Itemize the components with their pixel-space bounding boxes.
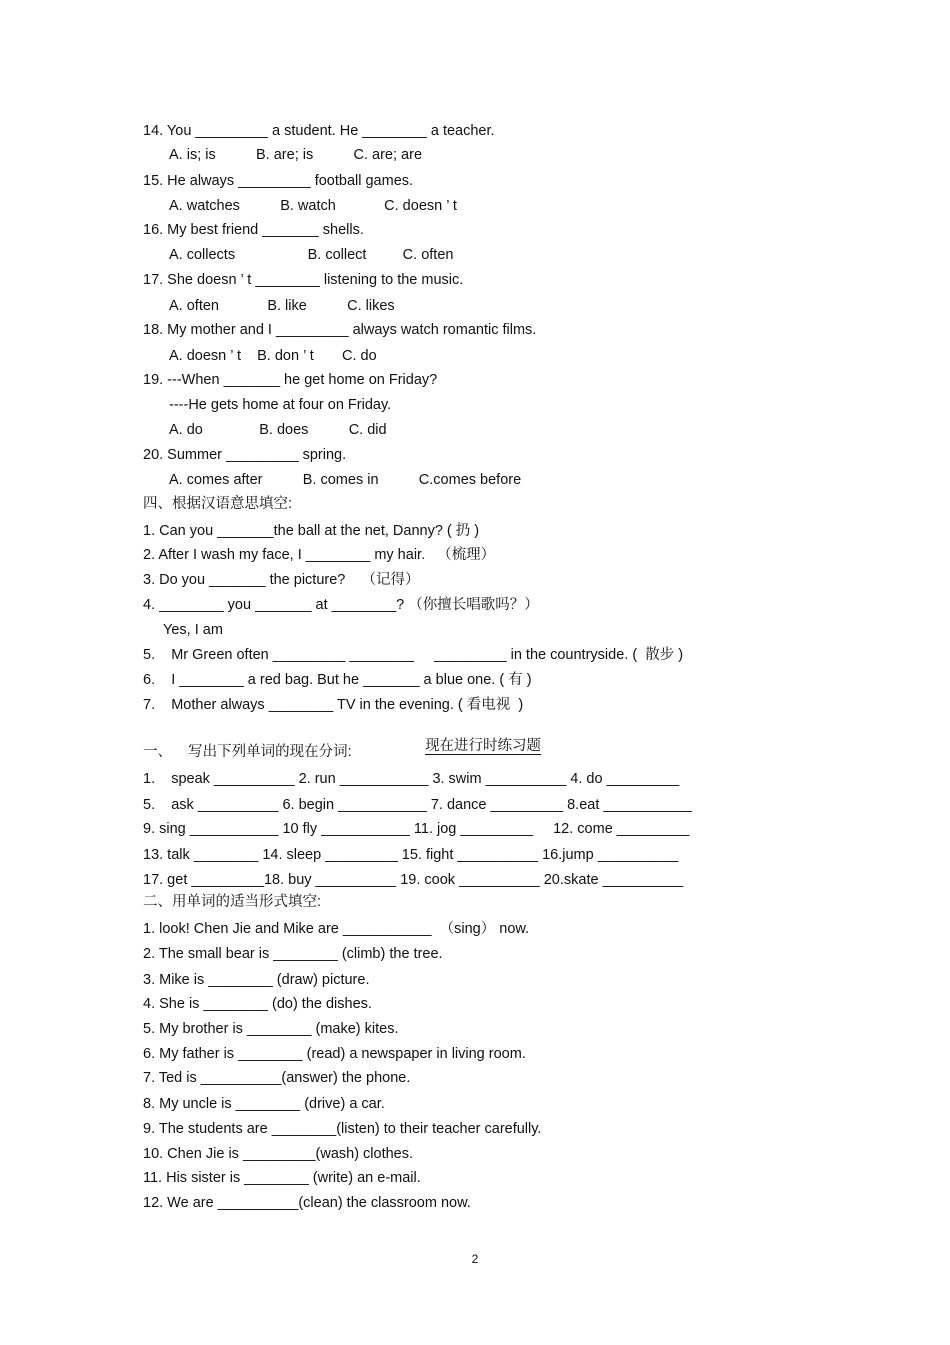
word-row: 9. sing ___________ 10 fly ___________ 11. jog _________ 12. come _________ (143, 821, 690, 837)
question-line: A. often B. like C. likes (169, 298, 395, 314)
section-four-heading: 四、根据汉语意思填空: (143, 496, 293, 512)
verb-item-line: 7. Ted is __________(answer) the phone. (143, 1070, 411, 1086)
question-line: A. do B. does C. did (169, 422, 387, 438)
fill-item-line: 3. Do you _______ the picture? （记得） (143, 572, 420, 588)
fill-item-line: 1. Can you _______the ball at the net, Danny? ( 扔 ) (143, 523, 480, 539)
question-line: 18. My mother and I _________ always watch romantic films. (143, 322, 537, 338)
question-line: 15. He always _________ football games. (143, 173, 414, 189)
part-one-heading: 一、 写出下列单词的现在分词: (143, 744, 352, 760)
word-row: 17. get _________18. buy __________ 19. cook __________ 20.skate __________ (143, 872, 684, 888)
question-line: A. doesn ’ t B. don ’ t C. do (169, 348, 377, 364)
verb-item-line: 6. My father is ________ (read) a newspaper in living room. (143, 1046, 526, 1062)
verb-item-line: 9. The students are ________(listen) to their teacher carefully. (143, 1121, 542, 1137)
verb-item-line: 8. My uncle is ________ (drive) a car. (143, 1096, 385, 1112)
page-number: 2 (471, 1252, 479, 1266)
question-line: 17. She doesn ’ t ________ listening to the music. (143, 272, 464, 288)
question-line: A. collects B. collect C. often (169, 247, 454, 263)
verb-item-line: 12. We are __________(clean) the classroom now. (143, 1195, 471, 1211)
verb-item-line: 11. His sister is ________ (write) an e-mail. (143, 1170, 421, 1186)
question-line: 14. You _________ a student. He ________ a teacher. (143, 123, 495, 139)
verb-item-line: 3. Mike is ________ (draw) picture. (143, 972, 370, 988)
question-line: A. comes after B. comes in C.comes before (169, 472, 522, 488)
question-line: A. is; is B. are; is C. are; are (169, 147, 423, 163)
question-line: 16. My best friend _______ shells. (143, 222, 364, 238)
fill-item-line: Yes, I am (163, 622, 223, 638)
fill-item-line: 7. Mother always ________ TV in the evening. ( 看电视 ) (143, 697, 524, 713)
verb-item-line: 10. Chen Jie is _________(wash) clothes. (143, 1146, 414, 1162)
question-line: A. watches B. watch C. doesn ’ t (169, 198, 457, 214)
question-line: 19. ---When _______ he get home on Friday? (143, 372, 438, 388)
word-row: 5. ask __________ 6. begin ___________ 7. dance _________ 8.eat ___________ (143, 797, 693, 813)
fill-item-line: 6. I ________ a red bag. But he _______ a blue one. ( 有 ) (143, 672, 532, 688)
fill-item-line: 2. After I wash my face, I ________ my hair. （梳理） (143, 547, 496, 563)
word-row: 13. talk ________ 14. sleep _________ 15. fight __________ 16.jump __________ (143, 847, 679, 863)
word-row: 1. speak __________ 2. run ___________ 3. swim __________ 4. do _________ (143, 771, 680, 787)
question-line: ----He gets home at four on Friday. (169, 397, 392, 413)
verb-item-line: 2. The small bear is ________ (climb) the tree. (143, 946, 443, 962)
fill-item-line: 4. ________ you _______ at ________? （你擅长唱歌吗？） (143, 597, 539, 613)
worksheet-title: 现在进行时练习题 (425, 738, 542, 754)
verb-item-line: 4. She is ________ (do) the dishes. (143, 996, 372, 1012)
fill-item-line: 5. Mr Green often _________ ________ _________ in the countryside. ( 散步 ) (143, 647, 684, 663)
part-two-heading: 二、用单词的适当形式填空: (143, 894, 322, 910)
verb-item-line: 1. look! Chen Jie and Mike are ___________ （sing） now. (143, 921, 530, 937)
question-line: 20. Summer _________ spring. (143, 447, 347, 463)
verb-item-line: 5. My brother is ________ (make) kites. (143, 1021, 399, 1037)
